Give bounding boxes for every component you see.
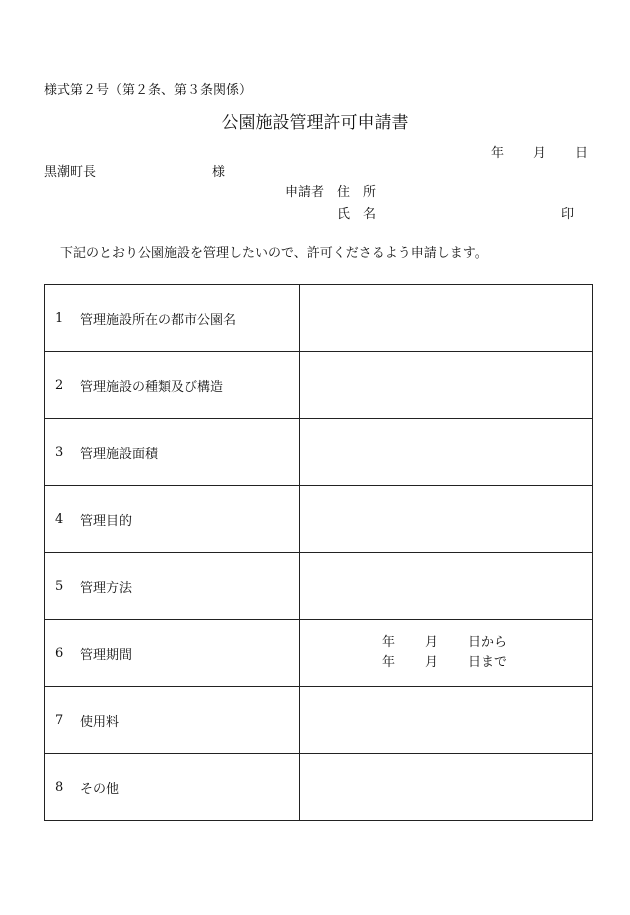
row-label-cell	[45, 553, 300, 620]
application-statement: 下記のとおり公園施設を管理したいので、許可くださるよう申請します。	[60, 246, 488, 261]
honorific: 様	[212, 165, 226, 180]
row-label-cell	[45, 754, 300, 821]
address-label: 住 所	[337, 185, 377, 200]
row-label-cell	[45, 687, 300, 754]
entry-field-other[interactable]	[300, 754, 593, 821]
entry-field-park-name[interactable]	[300, 285, 593, 352]
period-until-label: 日まで	[468, 655, 508, 670]
row-label: 管理施設面積	[80, 446, 159, 462]
row-label: 管理施設所在の都市公園名	[80, 312, 237, 328]
row-number: 8	[55, 779, 64, 795]
row-label: 管理目的	[80, 513, 133, 529]
row-number: 1	[55, 310, 64, 326]
row-label: 管理施設の種類及び構造	[80, 379, 224, 395]
row-number: 6	[55, 645, 64, 661]
period-end	[300, 653, 592, 673]
document-title: 公園施設管理許可申請書	[221, 113, 409, 133]
addressee: 黒潮町長	[44, 165, 97, 180]
table-row	[45, 419, 593, 486]
row-label: その他	[80, 781, 120, 797]
row-number: 5	[55, 578, 64, 594]
form-number: 様式第２号（第２条、第３条関係）	[44, 83, 253, 98]
entry-field-purpose[interactable]	[300, 486, 593, 553]
row-label: 管理方法	[80, 580, 133, 596]
table-row	[45, 754, 593, 821]
seal-mark: 印	[561, 207, 575, 222]
period-start	[300, 633, 592, 653]
table-row	[45, 352, 593, 419]
row-number: 2	[55, 377, 64, 393]
date-day-label: 日	[575, 146, 589, 161]
table-row	[45, 687, 593, 754]
row-number: 3	[55, 444, 64, 460]
entry-field-period[interactable]	[300, 620, 593, 687]
period-month-label: 月	[425, 635, 439, 650]
entry-field-fee[interactable]	[300, 687, 593, 754]
period-year-label: 年	[382, 635, 396, 650]
row-label-cell	[45, 285, 300, 352]
row-label: 管理期間	[80, 647, 133, 663]
table-row	[45, 486, 593, 553]
row-number: 7	[55, 712, 64, 728]
period-year-label: 年	[382, 655, 396, 670]
row-label: 使用料	[80, 714, 120, 730]
row-label-cell	[45, 352, 300, 419]
application-table	[44, 284, 593, 821]
date-year-label: 年	[491, 146, 505, 161]
table-row	[45, 285, 593, 352]
row-label-cell	[45, 620, 300, 687]
name-label: 氏 名	[337, 207, 377, 222]
entry-field-facility-type[interactable]	[300, 352, 593, 419]
row-label-cell	[45, 486, 300, 553]
row-label-cell	[45, 419, 300, 486]
row-number: 4	[55, 511, 64, 527]
table-row	[45, 620, 593, 687]
period-from-label: 日から	[468, 635, 508, 650]
table-row	[45, 553, 593, 620]
entry-field-method[interactable]	[300, 553, 593, 620]
period-month-label: 月	[425, 655, 439, 670]
applicant-label: 申請者	[285, 185, 325, 200]
entry-field-facility-area[interactable]	[300, 419, 593, 486]
date-month-label: 月	[533, 146, 547, 161]
